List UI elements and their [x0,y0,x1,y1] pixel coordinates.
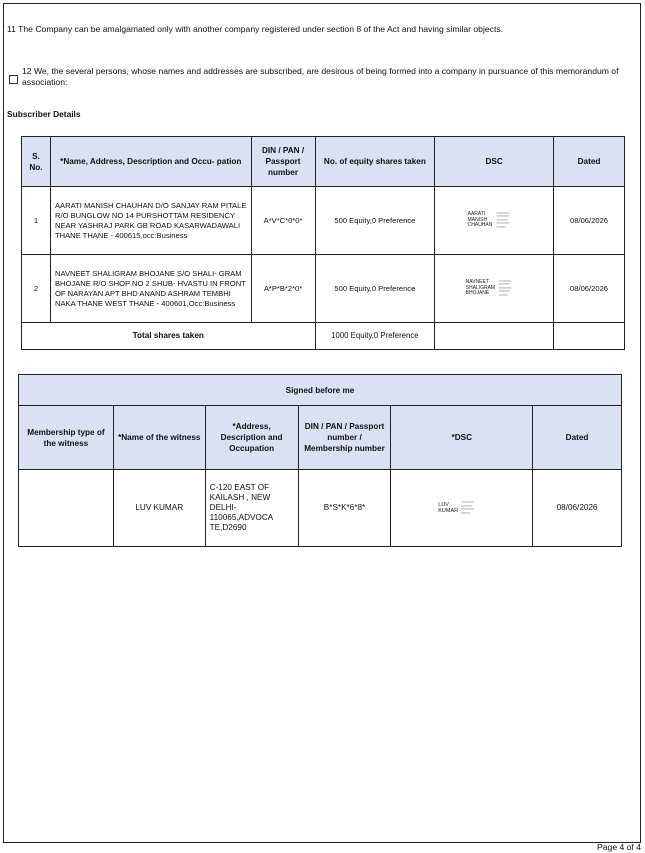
row-details: NAVNEET SHALIGRAM BHOJANE S/O SHALI- GRAM BHOJANE R/O SHOP NO 2 SHUB- HVASTU IN FRONT OF NARAYAN APT BHD ANAND ASHRAM TEMBHI NAKA THANE WEST THANE - 400601,Occ:Business [50,255,251,323]
total-value: 1000 Equity,0 Preference [315,323,435,350]
witness-title-row [19,375,622,406]
table-row [19,470,622,547]
clause-11: 11 The Company can be amalgamated only with another company registered under section 8 of the Act and having similar objects. [7,24,504,34]
row-dated: 08/06/2026 [554,187,625,255]
witness-title: Signed before me [19,375,622,406]
header-dated: Dated [533,406,622,470]
subscriber-table [21,136,625,350]
subscriber-header-row [22,137,625,187]
header-din: DIN / PAN / Passport number / Membership number [298,406,391,470]
header-address: *Address, Description and Occupation [205,406,298,470]
row-shares: 500 Equity,0 Preference [315,255,435,323]
total-dated [554,323,625,350]
row-address: C-120 EAST OF KAILASH , NEW DELHI- 110065,ADVOCA TE,D2690 [205,470,298,547]
witness-table [18,374,622,547]
clause-12-checkbox[interactable] [9,75,18,84]
header-dated: Dated [554,137,625,187]
table-row [22,187,625,255]
row-witness-name: LUV KUMAR [113,470,205,547]
header-witness-name: *Name of the witness [113,406,205,470]
subscriber-details-heading: Subscriber Details [7,109,81,119]
row-dsc [435,255,554,323]
witness-header-row [19,406,622,470]
header-dsc: *DSC [391,406,533,470]
row-details: AARATI MANISH CHAUHAN D/O SANJAY RAM PITALE R/O BUNGLOW NO 14 PURSHOTTAM RESIDENCY NEAR YASHRAJ PARK GB ROAD KASARWADAWALI THANE THANE - 400615,occ:Business [50,187,251,255]
header-membership-type: Membership type of the witness [19,406,114,470]
total-label: Total shares taken [22,323,316,350]
header-shares: No. of equity shares taken [315,137,435,187]
row-din: A*P*B*2*0* [251,255,315,323]
table-row [22,255,625,323]
dsc-stamp-icon: ━━━━━━━ ━━━━━━━ ━━━━━━ ━━━━━━━ ━━━━━ [496,210,510,229]
row-sno: 1 [22,187,51,255]
row-dsc [435,187,554,255]
dsc-signature-name: NAVNEET SHALIGRAM BHOJANE [465,279,496,297]
row-dsc [391,470,533,547]
header-dsc: DSC [435,137,554,187]
total-row [22,323,625,350]
row-din: A*V*C*0*0* [251,187,315,255]
header-sno: S. No. [22,137,51,187]
row-din: B*S*K*6*8* [298,470,391,547]
row-shares: 500 Equity,0 Preference [315,187,435,255]
row-membership-type [19,470,114,547]
dsc-stamp-icon: ━━━━━━━ ━━━━━━ ━━━━━━━ ━━━━━ [461,500,474,515]
row-dated: 08/06/2026 [554,255,625,323]
row-dated: 08/06/2026 [533,470,622,547]
total-dsc [435,323,554,350]
dsc-stamp-icon: ━━━━━━━ ━━━━━━ ━━━━━━━ ━━━━━━ ━━━━━ [498,278,512,297]
dsc-signature-name: AARATI MANISH CHAUHAN [467,211,493,229]
row-sno: 2 [22,255,51,323]
header-din: DIN / PAN / Passport number [251,137,315,187]
clause-12: 12 We, the several persons, whose names and addresses are subscribed, are desirous of being formed into a company in pursuance of this memorandum of association: [22,66,619,87]
header-name: *Name, Address, Description and Occu- pation [50,137,251,187]
page-number: Page 4 of 4 [597,842,641,852]
dsc-signature-name: LUV KUMAR [438,502,459,514]
